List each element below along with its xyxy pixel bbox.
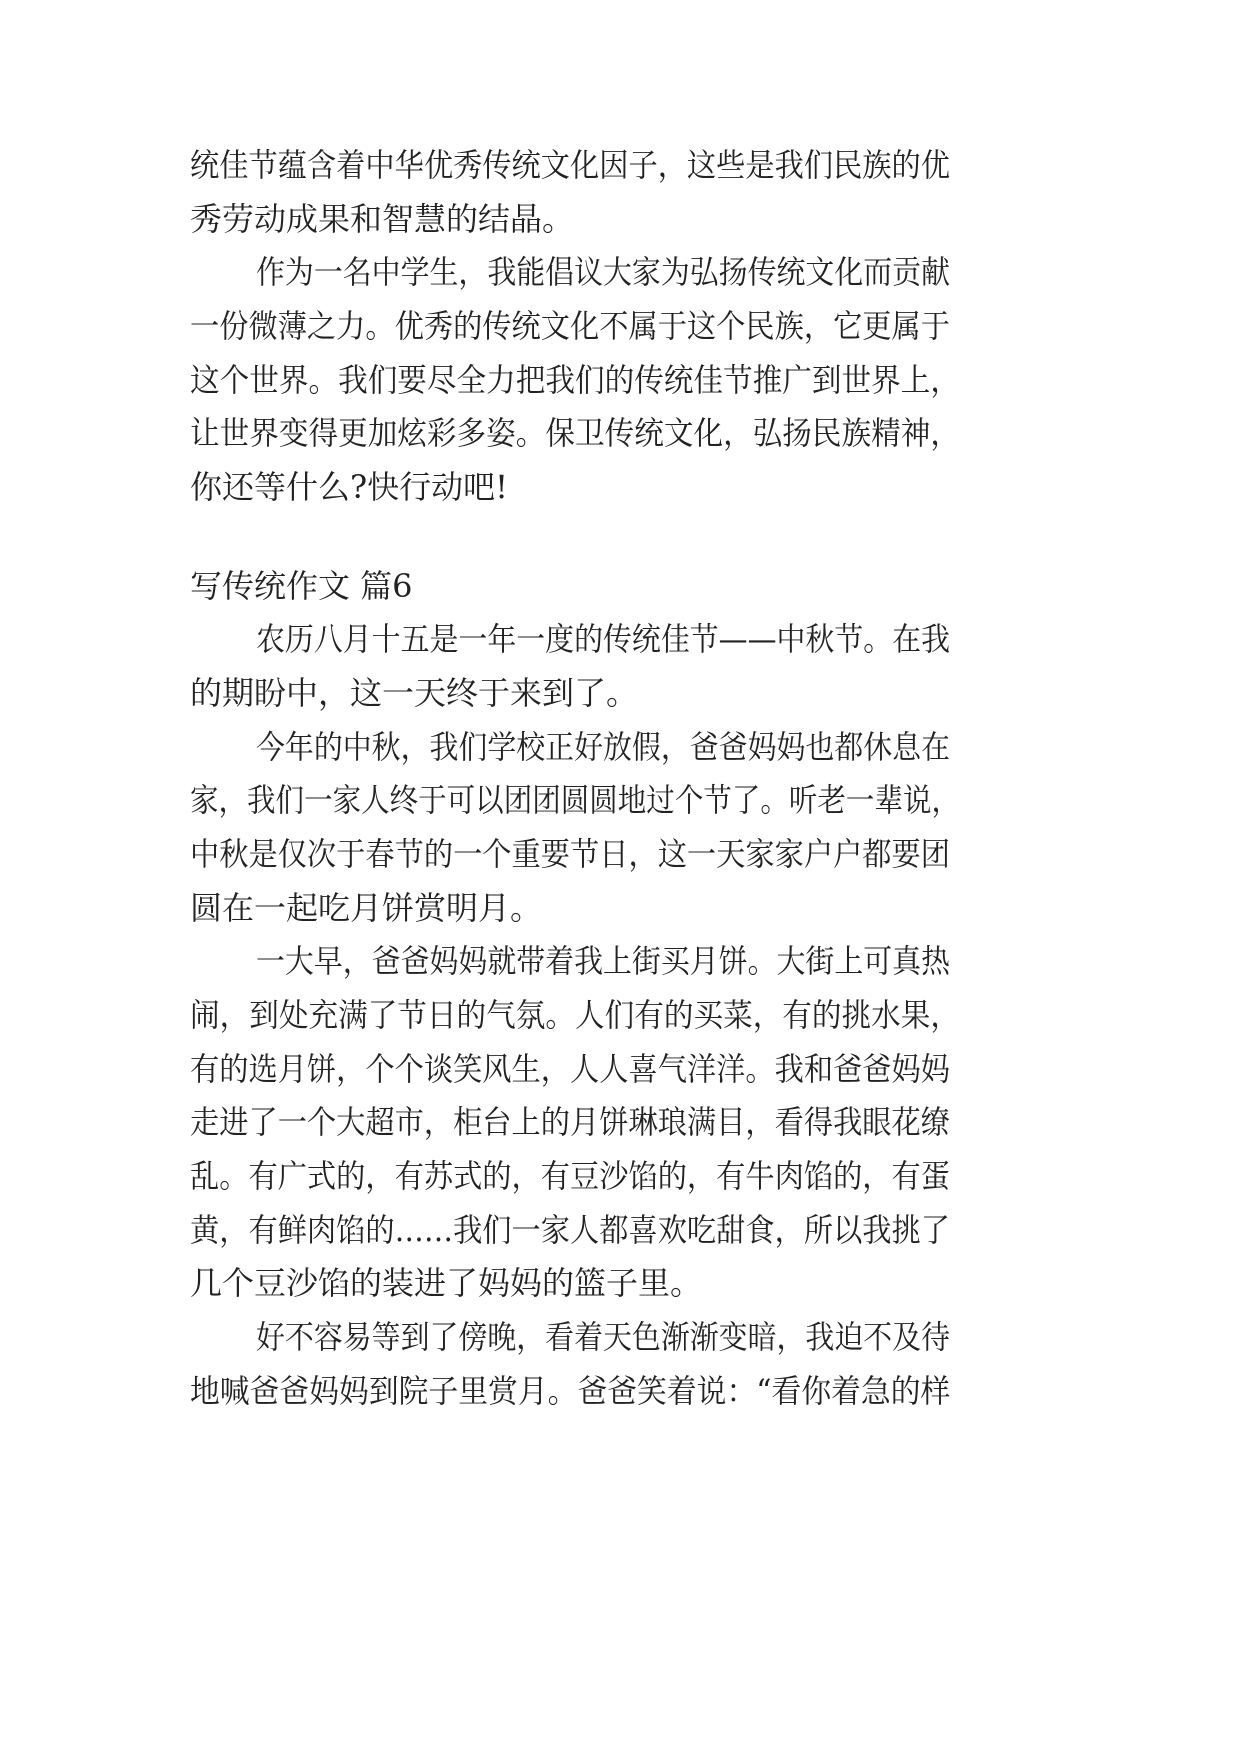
body-line: 地喊爸爸妈妈到院子里赏月。爸爸笑着说：“看你着急的样	[190, 1372, 951, 1410]
body-line: 秀劳动成果和智慧的结晶。	[190, 200, 575, 238]
paragraph-first-line: 农历八月十五是一年一度的传统佳节——中秋节。在我	[256, 620, 951, 658]
body-line: 闹，到处充满了节日的气氛。人们有的买菜，有的挑水果，	[190, 996, 961, 1034]
body-line: 几个豆沙馅的装进了妈妈的篮子里。	[190, 1264, 703, 1302]
body-line: 这个世界。我们要尽全力把我们的传统佳节推广到世界上，	[190, 361, 961, 399]
body-line: 中秋是仅次于春节的一个重要节日，这一天家家户户都要团	[190, 835, 951, 873]
body-line: 黄，有鲜肉馅的……我们一家人都喜欢吃甜食，所以我挑了	[190, 1211, 951, 1249]
body-line: 乱。有广式的，有苏式的，有豆沙馅的，有牛肉馅的，有蛋	[190, 1157, 951, 1195]
body-line: 走进了一个大超市，柜台上的月饼琳琅满目，看得我眼花缭	[190, 1103, 951, 1141]
body-line: 圆在一起吃月饼赏明月。	[190, 889, 543, 927]
body-line: 让世界变得更加炫彩多姿。保卫传统文化，弘扬民族精神，	[190, 414, 961, 452]
body-line: 家，我们一家人终于可以团团圆圆地过个节了。听老一辈说，	[190, 781, 961, 819]
paragraph-first-line: 一大早，爸爸妈妈就带着我上街买月饼。大街上可真热	[256, 942, 951, 980]
paragraph-first-line: 今年的中秋，我们学校正好放假，爸爸妈妈也都休息在	[256, 728, 951, 766]
body-line: 有的选月饼，个个谈笑风生，人人喜气洋洋。我和爸爸妈妈	[190, 1050, 951, 1088]
section-heading: 写传统作文 篇6	[190, 567, 413, 605]
body-line: 的期盼中，这一天终于来到了。	[190, 674, 639, 712]
paragraph-first-line: 作为一名中学生，我能倡议大家为弘扬传统文化而贡献	[256, 253, 951, 291]
body-line: 你还等什么?快行动吧!	[190, 468, 509, 506]
body-line: 一份微薄之力。优秀的传统文化不属于这个民族，它更属于	[190, 307, 951, 345]
body-line: 统佳节蕴含着中华优秀传统文化因子，这些是我们民族的优	[190, 146, 951, 184]
paragraph-first-line: 好不容易等到了傍晚，看着天色渐渐变暗，我迫不及待	[256, 1318, 951, 1356]
